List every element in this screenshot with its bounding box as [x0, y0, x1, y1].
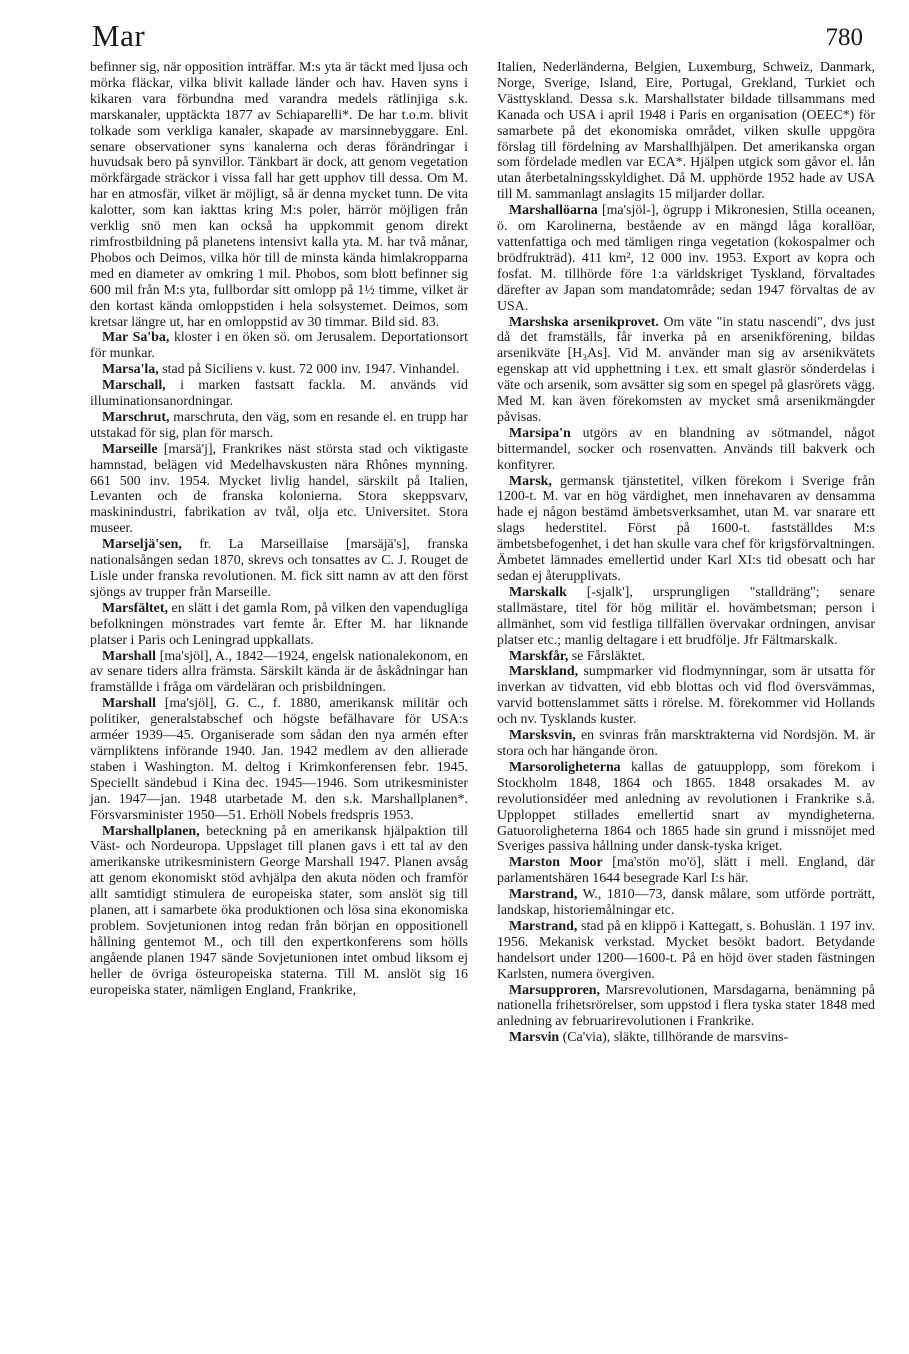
entry-text: germansk tjänstetitel, vilken förekom i Sverige från 1200-t. M. var en hög värdighet, men innehavaren av densamma hade ej någon bestämd ämbetsverksamhet, utan M. var snarare ett slags hederstitel. Först på 1600-t. fastställdes M:s ämbetsbefogenhet, i det han skulle vara chef för krigsförvaltningen. Ämbetet lämnades emellertid under Karl XI:s tid obesatt och har sedan ej återupplivats. — [497, 473, 875, 584]
entry-headword: Marston Moor — [509, 855, 603, 871]
entry-headword: Mar Sa'ba, — [102, 330, 170, 346]
entry-text: [ma'stön mo'ö], slätt i mell. England, där parlamentshären 1644 besegrade Karl I:s här. — [497, 855, 875, 887]
dictionary-entry — [90, 537, 468, 601]
entry-text: fr. La Marseillaise [marsäjä's], franska nationalsången sedan 1870, skrevs och tonsattes av C. J. Rouget de Lisle under franska revolutionen. M. fick sitt namn av att den först sjöngs av trupper från Marseille. — [90, 537, 468, 600]
dictionary-entry — [90, 60, 468, 330]
entry-text: Om väte "in statu nascendi", dvs just då det framställs, får inverka på en arsenikförening, bildas arsenikväte [H₃As]. Vid M. använder man sig av arsenikvätets egenskap att vid upphettning i t.ex. ett smalt glasrör sönderdelas i väte och arsenik, som avsätter sig som en spegel på glasrörets vägg. Med M. kan även förekomsten av mycket små arsenikmängder påvisas. — [497, 314, 875, 425]
entry-text: [-sjalk'], ursprungligen "stalldräng"; senare stallmästare, titel för hög militär el. hovämbetsman; person i allmänhet, som vid festliga tillfällen övervakar ordningen, anvisar platser etc.; manlig deltagare i ett brudfölje. Jfr Fältmarskalk. — [497, 584, 875, 648]
entry-headword: Marshallplanen, — [102, 823, 200, 839]
entry-text: utgörs av en blandning av sötmandel, något bittermandel, socker och rosenvatten. Används till bakverk och konfityrer. — [497, 425, 875, 473]
entry-headword: Marsoroligheterna — [509, 759, 621, 775]
entry-text: sumpmarker vid flodmynningar, som är utsatta för inverkan av tidvatten, vid ebb blottas och vid flod översvämmas, varvid bottenslammet sätts i rörelse. M. förekommer vid Hollands och nv. Tysklands kuster. — [497, 664, 875, 728]
entry-headword: Marsk, — [509, 473, 552, 489]
dictionary-entry — [90, 649, 468, 697]
entry-text: marschruta, den väg, som en resande el. en trupp har utstakad för sig, plan för marsch. — [90, 409, 468, 441]
dictionary-entry — [497, 585, 875, 649]
entry-headword: Marskland, — [509, 664, 579, 680]
dictionary-entry — [497, 887, 875, 919]
entry-headword: Marstrand, — [509, 918, 578, 934]
dictionary-entry — [497, 728, 875, 760]
dictionary-entry — [90, 824, 468, 999]
entry-text: en svinras från marsktrakterna vid Nordsjön. M. är stora och har hängande öron. — [497, 728, 875, 759]
entry-headword: Marsfältet, — [102, 600, 168, 616]
dictionary-entry — [497, 474, 875, 585]
entry-headword: Marschrut, — [102, 409, 170, 425]
entry-headword: Marshall — [102, 648, 157, 664]
dictionary-entry — [90, 330, 468, 362]
dictionary-entry — [497, 649, 875, 665]
dictionary-entry — [497, 919, 875, 983]
entry-headword: Marstrand, — [509, 887, 578, 903]
entry-text: kloster i en öken sö. om Jerusalem. Deportationsort för munkar. — [90, 330, 469, 362]
left-column — [90, 60, 468, 998]
dictionary-entry — [90, 378, 468, 410]
entry-headword: Marsa'la, — [102, 362, 159, 378]
dictionary-entry — [497, 1030, 875, 1046]
entry-text: stad på Siciliens v. kust. 72 000 inv. 1947. Vinhandel. — [162, 362, 460, 378]
dictionary-entry — [90, 442, 468, 537]
entry-headword: Marseille — [102, 441, 158, 457]
dictionary-entry — [90, 362, 468, 378]
entry-headword: Marsupproren, — [509, 982, 600, 998]
entry-text: [ma'sjöl], A., 1842—1924, engelsk nationalekonom, en av senare tiders allra främsta. Särskilt kända är de åskådningar han framställde i fråga om värdeläran och prisbildningen. — [90, 648, 468, 696]
entry-headword: Marsvin — [509, 1030, 560, 1046]
dictionary-entry — [497, 203, 875, 314]
entry-headword: Marskfår, — [509, 648, 569, 664]
dictionary-entry — [497, 983, 875, 1031]
dictionary-entry — [497, 664, 875, 728]
entry-text: W., 1810—73, dansk målare, som utförde porträtt, landskap, historiemålningar etc. — [497, 887, 875, 919]
entry-headword: Marshska arsenikprovet. — [509, 314, 659, 330]
page-number: 780 — [825, 24, 863, 51]
entry-text: [ma'sjöl-], ögrupp i Mikronesien, Stilla oceanen, ö. om Karolinerna, bestående av en mängd låga korallöar, vattenfattiga och med tämligen ringa vegetation (kokospalmer och brödfrukträd). 411 km², 12 000 inv. 1953. Export av kopra och fosfat. M. tillhörde före 1:a världskriget Tyskland, förvaltades därefter av Japan som mandatområde; sedan 1947 förvaltas de av USA. — [497, 203, 875, 314]
entry-headword: Marshall — [102, 696, 157, 712]
entry-text: beteckning på en amerikansk hjälpaktion till Väst- och Nordeuropa. Uppslaget till planen gavs i ett tal av den amerikanske utrikesministern George Marshall 1947. Planen avsåg att genom ekonomiskt stöd avhjälpa den akuta nöden och framför allt samtidigt stimulera de europeiska stater, som anslöt sig till planen, att i samarbete öka produktionen och lösa sina ekonomiska problem. Sovjetunionen intog redan från början en oppositionell hållning gentemot M., och till den expertkonferens som hölls angående planen 1947 sände Sovjetunionen intet ombud liksom ej heller de övriga östeuropeiska staterna. Till M. anslöt sig 16 europeiska stater, nämligen England, Frankrike, — [90, 823, 468, 998]
entry-headword: Marseljä'sen, — [102, 537, 182, 553]
dictionary-entry — [497, 855, 875, 887]
entry-headword: Marskalk — [509, 584, 567, 600]
entry-text: Marsrevolutionen, Marsdagarna, benämning på nationella frihetsrörelser, som uppstod i flera tyska stater 1848 med anledning av februarirevolutionen i Frankrike. — [497, 982, 875, 1030]
entry-headword: Marsksvin, — [509, 728, 576, 744]
dictionary-entry — [497, 760, 875, 855]
dictionary-entry — [90, 601, 468, 649]
entry-text: en slätt i det gamla Rom, på vilken den vapendugliga befolkningen mönstrades vart femte år. Efter M. har liknande platser i Paris och Leningrad uppkallats. — [90, 600, 468, 648]
entry-text: [ma'sjöl], G. C., f. 1880, amerikansk militär och politiker, generalstabschef och högste befälhavare för USA:s arméer 1939—45. Organiserade som sådan den nya armén efter värnpliktens införande 1940. Jan. 1942 medlem av den allierade staben i Washington. M. deltog i Krimkonferensen febr. 1945. Speciellt sändebud i Kina dec. 1945—1946. Som utrikesminister jan. 1947—jan. 1948 utarbetade M. den s.k. Marshallplanen*. Försvarsminister 1950—51. Erhöll Nobels fredspris 1953. — [90, 696, 468, 823]
entry-text: kallas de gatuupplopp, som förekom i Stockholm 1848, 1864 och 1865. 1848 orsakades M. av revolutionsidéer med anledning av revolutionen i Frankrike s.å. Upploppet stillades emellertid snart av myndigheterna. Gatuoroligheterna 1864 och 1865 hade sin grund i missnöjet med Sveriges passiva hållning under dansk-tyska kriget. — [497, 759, 875, 855]
entry-headword: Marschall, — [102, 378, 166, 394]
dictionary-entry — [90, 696, 468, 823]
entry-text: [marsä'j], Frankrikes näst största stad och viktigaste hamnstad, belägen vid Medelhavskusten nära Rhônes mynning. 661 500 inv. 1954. Mycket livlig handel, särskilt på Italien, Levanten och de franska kolonierna. Stora skeppsvarv, maskinindustri, fabrikation av tvål, olja etc. Universitet. Stora museer. — [90, 441, 468, 537]
entry-text: befinner sig, när opposition inträffar. M:s yta är täckt med ljusa och mörka fläckar, vilka blivit kallade länder och hav. Haven syns i kikaren vara förbundna med varandra medels rätlinjiga s.k. marskanaler, upptäckta 1877 av Schiaparelli*. De har t.o.m. blivit tolkade som verkliga kanaler, skapade av marsinnebyggare. Enl. senare observationer syns kanalerna och deras förändringar i huvudsak bero på synvillor. Tänkbart är dock, att genom vegetation mörkfärgade sträckor i vissa fall har gett upphov till dessa. Om M. har en atmosfär, vilket är möjligt, så är denna mycket tunn. De vita kalotter, som kan iakttas kring M:s poler, härrör möjligen från verklig snö men kan också ha uppkommit genom direkt rimfrostbildning på planetens intensivt kalla yta. M. har två månar, Phobos och Deimos, vilka hör till de minsta kända himlakropparna med en diameter av omkring 1 mil. Phobos, som blott befinner sig 600 mil från M:s yta, fullbordar sitt omlopp på 1½ timme, vilket är den kortast kända omloppstiden i hela solsystemet. Deimos, som kretsar längre ut, har en omloppstid av 30 timmar. Bild sid. 83. — [90, 60, 468, 330]
dictionary-entry — [497, 60, 875, 203]
entry-text: se Fårsläktet. — [571, 648, 646, 664]
right-column — [497, 60, 875, 1046]
dictionary-entry — [497, 426, 875, 474]
entry-text: stad på en klippö i Kattegatt, s. Bohuslän. 1 197 inv. 1956. Mekanisk verkstad. Mycket besökt badort. Betydande handelsort under 1200—1600-t. På en höjd över staden fästningen Karlsten, numera övergiven. — [497, 918, 875, 982]
entry-headword: Marsipa'n — [509, 425, 571, 441]
dictionary-entry — [90, 410, 468, 442]
dictionary-entry — [497, 315, 875, 426]
entry-headword: Marshallöarna — [509, 203, 598, 219]
guide-word: Mar — [92, 18, 146, 53]
entry-text: Italien, Nederländerna, Belgien, Luxemburg, Schweiz, Danmark, Norge, Sverige, Island, Eire, Portugal, Grekland, Turkiet och Västtyskland. Dessa s.k. Marshallstater bildade tillsammans med Kanada och USA i april 1948 i Paris en organisation (OEEC*) för samarbete på det ekonomiska området, vilken skulle uppgöra förslag till fördelning av Marshallhjälpen. Det amerikanska organ som fördelade medlen var ECA*. Hjälpen utgick som gåvor el. lån utan återbetalningsskyldighet. Då M. upphörde 1952 hade av USA till M. sammanlagt anslagits 15 miljarder dollar. — [497, 60, 875, 203]
entry-text: i marken fastsatt fackla. M. används vid illuminationsanordningar. — [90, 378, 468, 410]
entry-text: (Ca'via), släkte, tillhörande de marsvins- — [562, 1030, 789, 1046]
